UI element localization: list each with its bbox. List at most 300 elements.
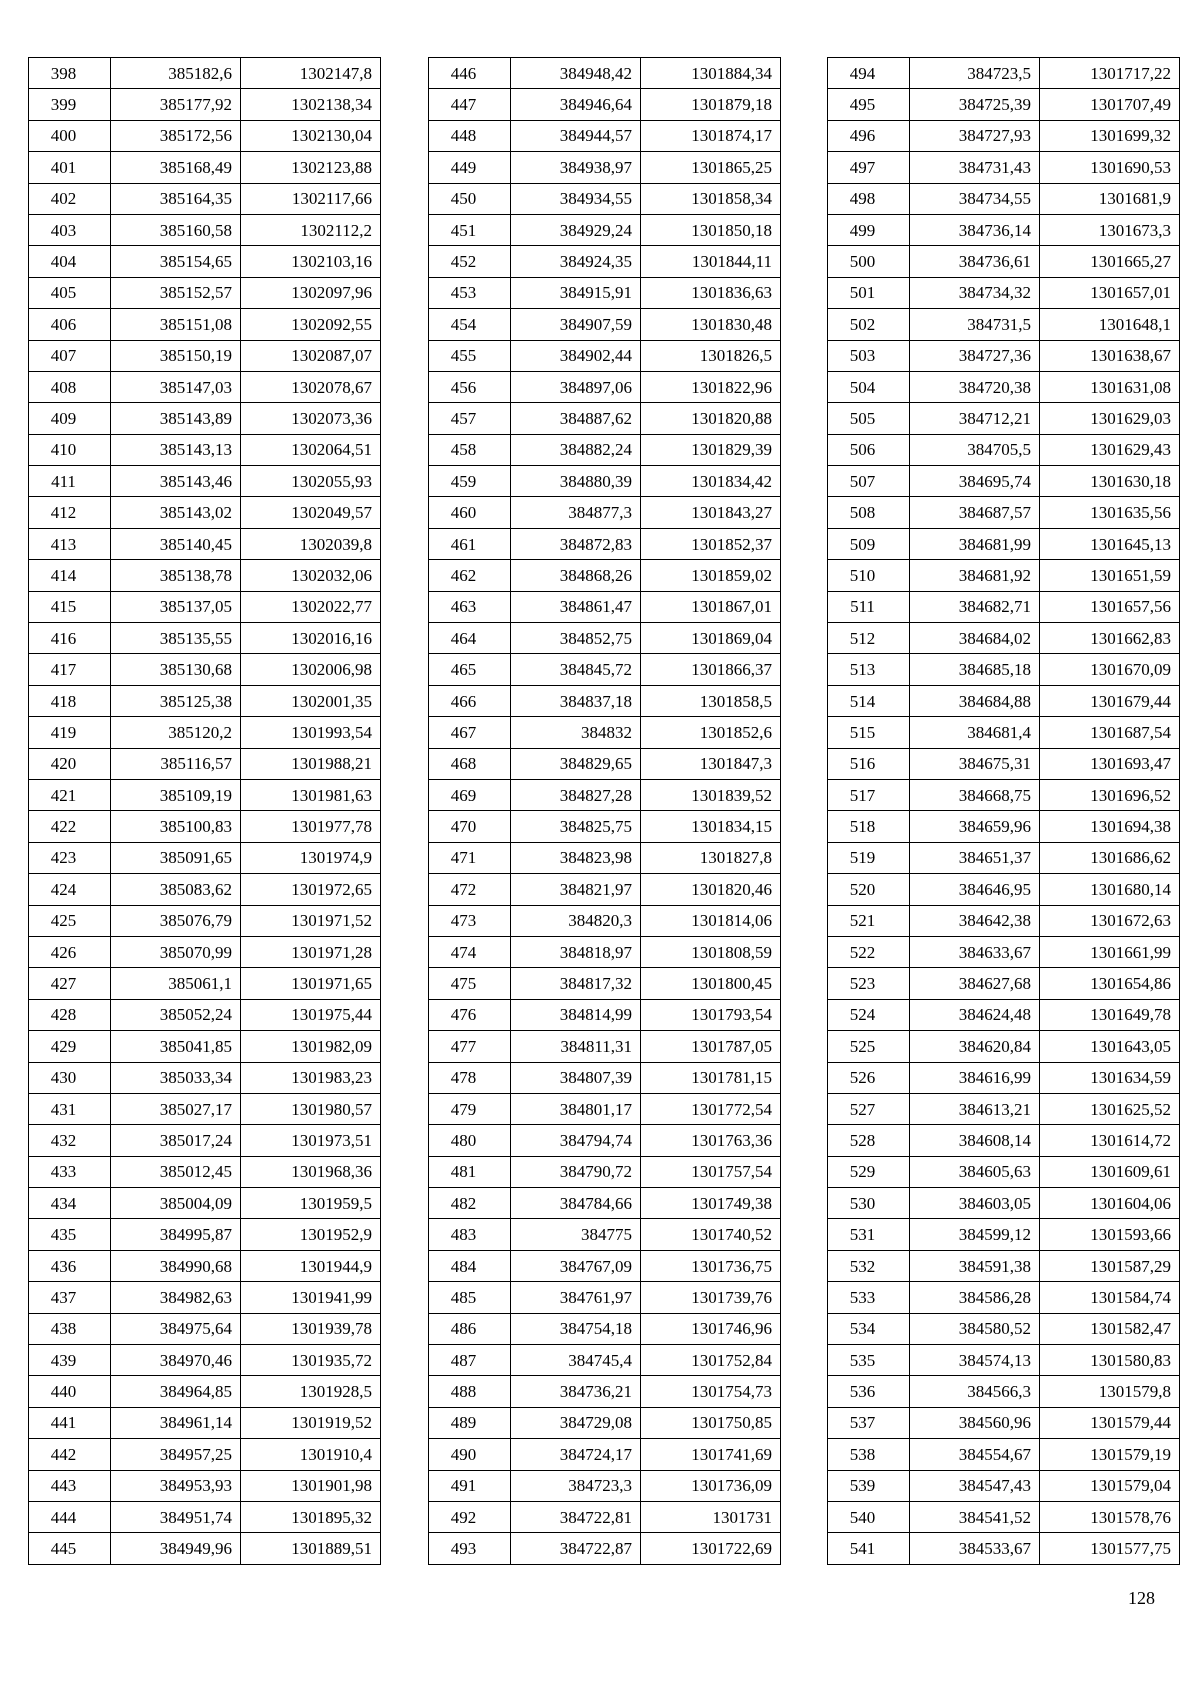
x-coordinate: 384820,3 [511,905,641,936]
y-coordinate: 1301879,18 [641,89,781,120]
table-row [429,277,781,308]
y-coordinate: 1301696,52 [1040,779,1180,810]
x-coordinate: 384823,98 [511,842,641,873]
y-coordinate: 1301579,8 [1040,1376,1180,1407]
y-coordinate: 1301820,88 [641,403,781,434]
point-number: 403 [29,214,111,245]
point-number: 462 [429,560,511,591]
table-row [29,1345,381,1376]
table-row [29,1062,381,1093]
table-row [429,120,781,151]
point-number: 399 [29,89,111,120]
x-coordinate: 384929,24 [511,214,641,245]
point-number: 533 [828,1282,910,1313]
point-number: 499 [828,214,910,245]
point-number: 494 [828,58,910,89]
point-number: 523 [828,968,910,999]
x-coordinate: 384832 [511,717,641,748]
y-coordinate: 1301707,49 [1040,89,1180,120]
page-number: 128 [1128,1588,1155,1608]
point-number: 528 [828,1125,910,1156]
x-coordinate: 385052,24 [111,999,241,1030]
y-coordinate: 1301971,52 [241,905,381,936]
table-row [29,1188,381,1219]
point-number: 511 [828,591,910,622]
point-number: 443 [29,1470,111,1501]
y-coordinate: 1301657,56 [1040,591,1180,622]
x-coordinate: 385164,35 [111,183,241,214]
y-coordinate: 1301584,74 [1040,1282,1180,1313]
table-row [29,1313,381,1344]
table-row [29,1125,381,1156]
table-row [429,246,781,277]
table-row [29,623,381,654]
point-number: 432 [29,1125,111,1156]
table-row [29,748,381,779]
table-row [29,214,381,245]
table-row [29,1501,381,1532]
x-coordinate: 384818,97 [511,936,641,967]
point-number: 447 [429,89,511,120]
x-coordinate: 384934,55 [511,183,641,214]
y-coordinate: 1301687,54 [1040,717,1180,748]
table-row [29,1533,381,1564]
y-coordinate: 1301648,1 [1040,309,1180,340]
y-coordinate: 1302055,93 [241,466,381,497]
point-number: 464 [429,623,511,654]
x-coordinate: 384861,47 [511,591,641,622]
table-row [29,1470,381,1501]
y-coordinate: 1301630,18 [1040,466,1180,497]
table-row [29,340,381,371]
x-coordinate: 384731,43 [910,152,1040,183]
table-row [429,1031,781,1062]
table-row [828,340,1180,371]
y-coordinate: 1301577,75 [1040,1533,1180,1564]
y-coordinate: 1301787,05 [641,1031,781,1062]
y-coordinate: 1301741,69 [641,1439,781,1470]
y-coordinate: 1301993,54 [241,717,381,748]
y-coordinate: 1302117,66 [241,183,381,214]
x-coordinate: 384684,02 [910,623,1040,654]
y-coordinate: 1301830,48 [641,309,781,340]
table-row [429,1062,781,1093]
point-number: 502 [828,309,910,340]
y-coordinate: 1301910,4 [241,1439,381,1470]
table-row [429,1188,781,1219]
point-number: 457 [429,403,511,434]
table-row [29,905,381,936]
table-row [29,936,381,967]
point-number: 458 [429,434,511,465]
table-row [429,309,781,340]
point-number: 455 [429,340,511,371]
point-number: 437 [29,1282,111,1313]
x-coordinate: 385150,19 [111,340,241,371]
table-row [828,1439,1180,1470]
x-coordinate: 384624,48 [910,999,1040,1030]
x-coordinate: 384599,12 [910,1219,1040,1250]
x-coordinate: 385151,08 [111,309,241,340]
x-coordinate: 384722,87 [511,1533,641,1564]
x-coordinate: 384725,39 [910,89,1040,120]
table-body [429,58,781,1565]
y-coordinate: 1301673,3 [1040,214,1180,245]
point-number: 422 [29,811,111,842]
point-number: 532 [828,1250,910,1281]
x-coordinate: 384681,4 [910,717,1040,748]
y-coordinate: 1301800,45 [641,968,781,999]
point-number: 486 [429,1313,511,1344]
point-number: 476 [429,999,511,1030]
table-row [828,466,1180,497]
x-coordinate: 384944,57 [511,120,641,151]
table-body [29,58,381,1565]
x-coordinate: 384675,31 [910,748,1040,779]
x-coordinate: 384837,18 [511,685,641,716]
y-coordinate: 1301852,6 [641,717,781,748]
x-coordinate: 385143,02 [111,497,241,528]
point-number: 415 [29,591,111,622]
point-number: 414 [29,560,111,591]
point-number: 411 [29,466,111,497]
x-coordinate: 384560,96 [910,1407,1040,1438]
y-coordinate: 1301935,72 [241,1345,381,1376]
y-coordinate: 1301952,9 [241,1219,381,1250]
table-row [828,968,1180,999]
table-row [29,1407,381,1438]
x-coordinate: 385125,38 [111,685,241,716]
y-coordinate: 1301625,52 [1040,1093,1180,1124]
point-number: 406 [29,309,111,340]
y-coordinate: 1301928,5 [241,1376,381,1407]
table-row [828,277,1180,308]
point-number: 456 [429,371,511,402]
point-number: 438 [29,1313,111,1344]
x-coordinate: 384608,14 [910,1125,1040,1156]
table-row [828,528,1180,559]
table-row [828,1376,1180,1407]
point-number: 426 [29,936,111,967]
x-coordinate: 385140,45 [111,528,241,559]
y-coordinate: 1301754,73 [641,1376,781,1407]
table-row [828,685,1180,716]
point-number: 477 [429,1031,511,1062]
y-coordinate: 1301781,15 [641,1062,781,1093]
table-row [29,968,381,999]
point-number: 460 [429,497,511,528]
x-coordinate: 384727,93 [910,120,1040,151]
x-coordinate: 384566,3 [910,1376,1040,1407]
x-coordinate: 384734,32 [910,277,1040,308]
x-coordinate: 384801,17 [511,1093,641,1124]
table-row [828,1407,1180,1438]
table-row [828,183,1180,214]
y-coordinate: 1301972,65 [241,874,381,905]
point-number: 421 [29,779,111,810]
y-coordinate: 1301752,84 [641,1345,781,1376]
x-coordinate: 384727,36 [910,340,1040,371]
y-coordinate: 1301717,22 [1040,58,1180,89]
y-coordinate: 1301614,72 [1040,1125,1180,1156]
y-coordinate: 1301694,38 [1040,811,1180,842]
point-number: 418 [29,685,111,716]
point-number: 512 [828,623,910,654]
x-coordinate: 384687,57 [910,497,1040,528]
table-row [429,936,781,967]
x-coordinate: 384821,97 [511,874,641,905]
point-number: 508 [828,497,910,528]
point-number: 398 [29,58,111,89]
x-coordinate: 385130,68 [111,654,241,685]
table-row [828,497,1180,528]
table-row [828,1345,1180,1376]
x-coordinate: 384902,44 [511,340,641,371]
point-number: 454 [429,309,511,340]
x-coordinate: 384807,39 [511,1062,641,1093]
x-coordinate: 384705,5 [910,434,1040,465]
table-row [828,403,1180,434]
table-row [29,999,381,1030]
x-coordinate: 385154,65 [111,246,241,277]
x-coordinate: 384668,75 [910,779,1040,810]
y-coordinate: 1302103,16 [241,246,381,277]
table-row [29,1156,381,1187]
y-coordinate: 1302049,57 [241,497,381,528]
coordinates-table-1 [28,57,381,1565]
y-coordinate: 1301822,96 [641,371,781,402]
x-coordinate: 384603,05 [910,1188,1040,1219]
x-coordinate: 384829,65 [511,748,641,779]
y-coordinate: 1301749,38 [641,1188,781,1219]
point-number: 522 [828,936,910,967]
table-row [828,120,1180,151]
y-coordinate: 1301722,69 [641,1533,781,1564]
table-row [828,1313,1180,1344]
y-coordinate: 1301808,59 [641,936,781,967]
y-coordinate: 1301793,54 [641,999,781,1030]
y-coordinate: 1301820,46 [641,874,781,905]
y-coordinate: 1301661,99 [1040,936,1180,967]
table-row [429,1407,781,1438]
table-row [828,936,1180,967]
point-number: 416 [29,623,111,654]
x-coordinate: 384736,14 [910,214,1040,245]
table-row [429,1250,781,1281]
x-coordinate: 384924,35 [511,246,641,277]
point-number: 407 [29,340,111,371]
table-row [29,497,381,528]
point-number: 425 [29,905,111,936]
point-number: 516 [828,748,910,779]
x-coordinate: 385041,85 [111,1031,241,1062]
y-coordinate: 1301670,09 [1040,654,1180,685]
y-coordinate: 1301736,09 [641,1470,781,1501]
point-number: 472 [429,874,511,905]
point-number: 473 [429,905,511,936]
point-number: 481 [429,1156,511,1187]
x-coordinate: 384685,18 [910,654,1040,685]
point-number: 500 [828,246,910,277]
y-coordinate: 1301919,52 [241,1407,381,1438]
table-row [29,466,381,497]
y-coordinate: 1301580,83 [1040,1345,1180,1376]
point-number: 431 [29,1093,111,1124]
x-coordinate: 384616,99 [910,1062,1040,1093]
table-row [29,1282,381,1313]
point-number: 482 [429,1188,511,1219]
point-number: 445 [29,1533,111,1564]
point-number: 526 [828,1062,910,1093]
point-number: 505 [828,403,910,434]
x-coordinate: 384681,92 [910,560,1040,591]
x-coordinate: 384736,61 [910,246,1040,277]
x-coordinate: 385033,34 [111,1062,241,1093]
x-coordinate: 384745,4 [511,1345,641,1376]
y-coordinate: 1301693,47 [1040,748,1180,779]
y-coordinate: 1302073,36 [241,403,381,434]
y-coordinate: 1301681,9 [1040,183,1180,214]
y-coordinate: 1301638,67 [1040,340,1180,371]
y-coordinate: 1302078,67 [241,371,381,402]
x-coordinate: 384817,32 [511,968,641,999]
point-number: 503 [828,340,910,371]
point-number: 493 [429,1533,511,1564]
table-row [29,1376,381,1407]
point-number: 436 [29,1250,111,1281]
x-coordinate: 385177,92 [111,89,241,120]
x-coordinate: 384723,3 [511,1470,641,1501]
table-row [828,654,1180,685]
table-row [29,560,381,591]
y-coordinate: 1301750,85 [641,1407,781,1438]
table-row [429,1439,781,1470]
point-number: 534 [828,1313,910,1344]
y-coordinate: 1301772,54 [641,1093,781,1124]
table-row [429,685,781,716]
point-number: 401 [29,152,111,183]
table-row [828,1219,1180,1250]
x-coordinate: 384882,24 [511,434,641,465]
table-row [429,1501,781,1532]
point-number: 448 [429,120,511,151]
point-number: 440 [29,1376,111,1407]
table-row [429,654,781,685]
x-coordinate: 384767,09 [511,1250,641,1281]
y-coordinate: 1301944,9 [241,1250,381,1281]
table-row [429,1125,781,1156]
point-number: 428 [29,999,111,1030]
point-number: 441 [29,1407,111,1438]
y-coordinate: 1301593,66 [1040,1219,1180,1250]
point-number: 518 [828,811,910,842]
x-coordinate: 384646,95 [910,874,1040,905]
table-row [828,89,1180,120]
table-row [29,654,381,685]
y-coordinate: 1301975,44 [241,999,381,1030]
x-coordinate: 384613,21 [910,1093,1040,1124]
point-number: 446 [429,58,511,89]
x-coordinate: 385135,55 [111,623,241,654]
x-coordinate: 385070,99 [111,936,241,967]
point-number: 483 [429,1219,511,1250]
table-row [429,968,781,999]
table-row [429,466,781,497]
x-coordinate: 384827,28 [511,779,641,810]
x-coordinate: 385120,2 [111,717,241,748]
x-coordinate: 384877,3 [511,497,641,528]
point-number: 413 [29,528,111,559]
table-row [828,152,1180,183]
point-number: 439 [29,1345,111,1376]
y-coordinate: 1301740,52 [641,1219,781,1250]
x-coordinate: 384684,88 [910,685,1040,716]
x-coordinate: 385137,05 [111,591,241,622]
point-number: 525 [828,1031,910,1062]
y-coordinate: 1301968,36 [241,1156,381,1187]
y-coordinate: 1301736,75 [641,1250,781,1281]
x-coordinate: 384761,97 [511,1282,641,1313]
table-row [29,246,381,277]
point-number: 408 [29,371,111,402]
table-row [29,120,381,151]
x-coordinate: 384627,68 [910,968,1040,999]
table-row [29,1219,381,1250]
x-coordinate: 384975,64 [111,1313,241,1344]
x-coordinate: 385172,56 [111,120,241,151]
x-coordinate: 384814,99 [511,999,641,1030]
point-number: 480 [429,1125,511,1156]
x-coordinate: 384949,96 [111,1533,241,1564]
y-coordinate: 1301827,8 [641,842,781,873]
x-coordinate: 384541,52 [910,1501,1040,1532]
point-number: 513 [828,654,910,685]
y-coordinate: 1301629,03 [1040,403,1180,434]
y-coordinate: 1301983,23 [241,1062,381,1093]
table-row [429,842,781,873]
y-coordinate: 1301941,99 [241,1282,381,1313]
point-number: 469 [429,779,511,810]
table-row [429,403,781,434]
table-row [828,371,1180,402]
y-coordinate: 1301654,86 [1040,968,1180,999]
point-number: 405 [29,277,111,308]
y-coordinate: 1301604,06 [1040,1188,1180,1219]
x-coordinate: 384659,96 [910,811,1040,842]
y-coordinate: 1302006,98 [241,654,381,685]
x-coordinate: 385061,1 [111,968,241,999]
x-coordinate: 384872,83 [511,528,641,559]
table-row [29,403,381,434]
x-coordinate: 385017,24 [111,1125,241,1156]
y-coordinate: 1301690,53 [1040,152,1180,183]
y-coordinate: 1302016,16 [241,623,381,654]
point-number: 541 [828,1533,910,1564]
point-number: 450 [429,183,511,214]
table-row [429,905,781,936]
table-row [828,811,1180,842]
y-coordinate: 1301895,32 [241,1501,381,1532]
table-row [29,371,381,402]
y-coordinate: 1301973,51 [241,1125,381,1156]
x-coordinate: 385168,49 [111,152,241,183]
point-number: 479 [429,1093,511,1124]
point-number: 537 [828,1407,910,1438]
y-coordinate: 1301629,43 [1040,434,1180,465]
table-row [429,58,781,89]
y-coordinate: 1301847,3 [641,748,781,779]
point-number: 538 [828,1439,910,1470]
